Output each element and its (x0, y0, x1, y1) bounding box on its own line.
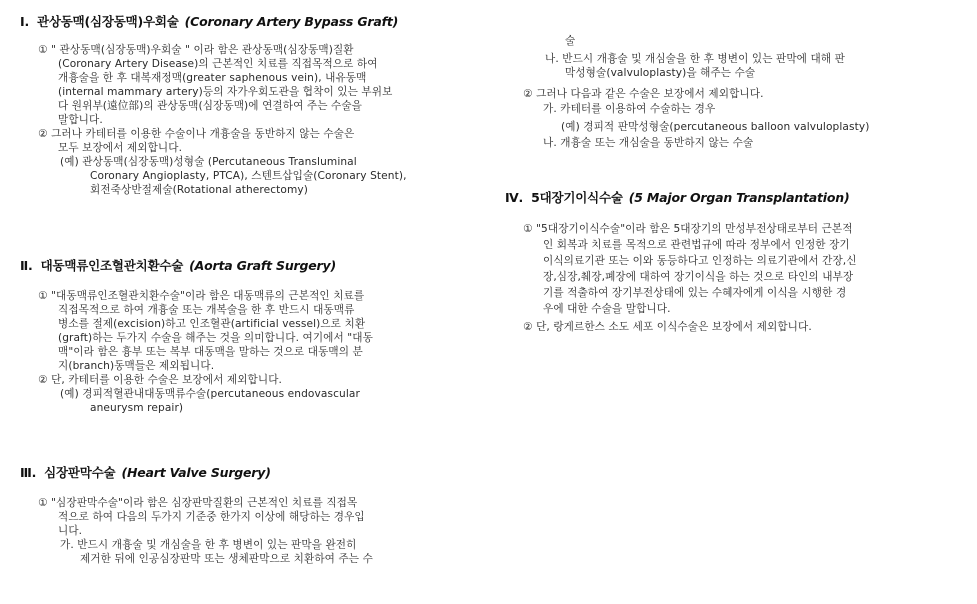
text-line: ① "대동맥류인조혈관치환수술"이라 함은 대동맥류의 근본적인 치료를 (38, 290, 365, 302)
text-line: (Coronary Artery Disease)의 근본적인 치료를 직접목적으로 하여 (58, 58, 378, 70)
text-line: 우에 대한 수술을 말합니다. (543, 303, 671, 315)
section-heading-3 (20, 463, 271, 481)
text-line: 개흉술을 한 후 대복재정맥(greater saphenous vein), 내유동맥 (58, 72, 367, 84)
section-title: 대동맥류인조혈관치환수술 (40, 258, 184, 273)
section-title-en: (Coronary Artery Bypass Graft) (184, 14, 399, 29)
text-line: 다 원위부(遠位部)의 관상동맥(심장동맥)에 연결하여 주는 수술을 (58, 100, 363, 112)
text-line: ② 그러나 다음과 같은 수술은 보장에서 제외합니다. (523, 88, 764, 100)
text-line: 나. 반드시 개흉술 및 개심술을 한 후 병변이 있는 판막에 대해 판 (545, 53, 845, 65)
section-number: Ⅰ. (20, 14, 29, 29)
text-line: 장,심장,췌장,폐장에 대하여 장기이식을 하는 것으로 타인의 내부장 (543, 271, 854, 283)
section-number: Ⅲ. (20, 465, 37, 480)
text-line: 지(branch)동맥들은 제외됩니다. (58, 360, 215, 372)
text-line: 말합니다. (58, 114, 103, 126)
text-line: 술 (565, 35, 576, 47)
text-line: (예) 관상동맥(심장동맥)성형술 (Percutaneous Transluminal (60, 156, 357, 168)
section-title-en: (Aorta Graft Surgery) (189, 258, 336, 273)
text-line: 병소를 절제(excision)하고 인조혈관(artificial vessel)으로 치환 (58, 318, 366, 330)
text-line: 제거한 뒤에 인공심장판막 또는 생체판막으로 치환하여 주는 수 (80, 553, 373, 565)
text-line: (예) 경피적 판막성형술(percutaneous balloon valvuloplasty) (561, 121, 870, 133)
text-line: 맥"이라 함은 흉부 또는 복부 대동맥을 말하는 것으로 대동맥의 분 (58, 346, 363, 358)
section-number: Ⅱ. (20, 258, 33, 273)
section-title: 관상동맥(심장동맥)우회술 (37, 14, 179, 29)
text-line: 니다. (58, 525, 83, 537)
section-title: 5대장기이식수술 (531, 190, 623, 205)
text-line: ② 단, 카테터를 이용한 수술은 보장에서 제외합니다. (38, 374, 283, 386)
text-line: ① "5대장기이식수술"이라 함은 5대장기의 만성부전상태로부터 근본적 (523, 223, 853, 235)
text-line: 가. 카테터를 이용하여 수술하는 경우 (543, 103, 716, 115)
text-line: 모두 보장에서 제외합니다. (58, 142, 183, 154)
section-title-en: (Heart Valve Surgery) (121, 465, 271, 480)
text-line: ② 단, 랑게르한스 소도 세포 이식수술은 보장에서 제외합니다. (523, 321, 812, 333)
text-line: 가. 반드시 개흉술 및 개심술을 한 후 병변이 있는 판막을 완전히 (60, 539, 357, 551)
section-heading-2 (20, 256, 336, 274)
text-line: ① " 관상동맥(심장동맥)우회술 " 이라 함은 관상동맥(심장동맥)질환 (38, 44, 354, 56)
text-line: Coronary Angioplasty, PTCA), 스텐트삽입술(Coronary Stent), (90, 170, 407, 182)
text-line: 적으로 하여 다음의 두가지 기준중 한가지 이상에 해당하는 경우입 (58, 511, 365, 523)
section-title: 심장판막수술 (44, 465, 116, 480)
text-line: 회전죽상반절제술(Rotational atherectomy) (90, 184, 309, 196)
text-line: 나. 개흉술 또는 개심술을 동반하지 않는 수술 (543, 137, 754, 149)
text-line: aneurysm repair) (90, 402, 184, 414)
text-line: ① "심장판막수술"이라 함은 심장판막질환의 근본적인 치료를 직접목 (38, 497, 358, 509)
text-line: 인 회복과 치료를 목적으로 관련법규에 따라 정부에서 인정한 장기 (543, 239, 850, 251)
section-heading-4 (505, 188, 850, 206)
text-line: 기를 적출하여 장기부전상태에 있는 수혜자에게 이식을 시행한 경 (543, 287, 847, 299)
text-line: 직접목적으로 하여 개흉술 또는 개복술을 한 후 반드시 대동맥류 (58, 304, 355, 316)
text-line: ② 그러나 카테터를 이용한 수술이나 개흉술을 동반하지 않는 수술은 (38, 128, 355, 140)
text-line: 이식의료기관 또는 이와 동등하다고 인정하는 의료기관에서 간장,신 (543, 255, 857, 267)
section-heading-1 (20, 12, 398, 30)
text-line: (internal mammary artery)등의 자가우회도관을 협착이 있는 부위보 (58, 86, 393, 98)
section-number: Ⅳ. (505, 190, 524, 205)
text-line: (graft)하는 두가지 수술을 해주는 것을 의미합니다. 여기에서 "대동 (58, 332, 373, 344)
text-line: 막성형술(valvuloplasty)을 해주는 수술 (565, 67, 756, 79)
section-title-en: (5 Major Organ Transplantation) (628, 190, 850, 205)
text-line: (예) 경피적혈관내대동맥류수술(percutaneous endovascular (60, 388, 360, 400)
